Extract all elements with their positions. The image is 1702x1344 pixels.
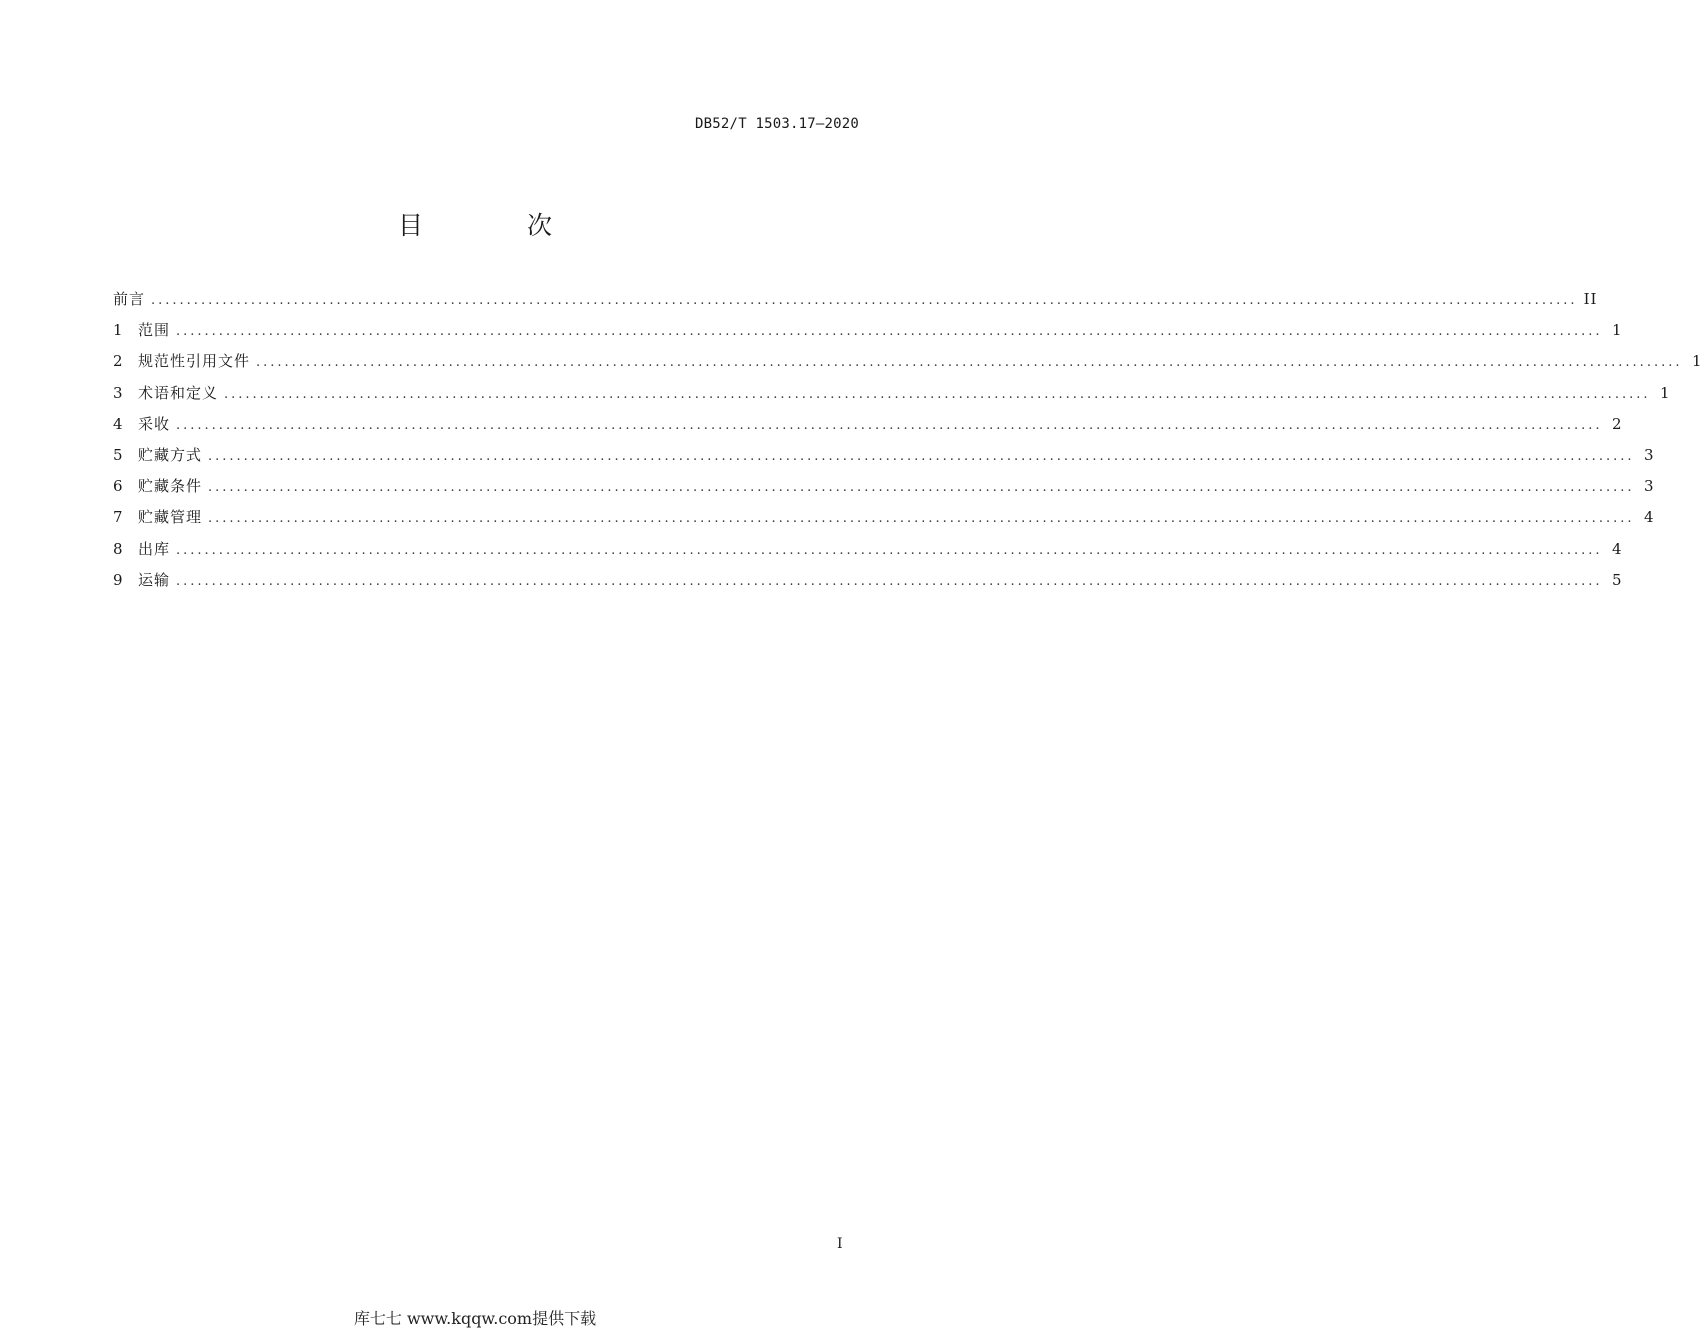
toc-entry-label: 前言 — [113, 290, 146, 308]
toc-entry-label: 规范性引用文件 — [138, 352, 251, 371]
toc-leader-dots: ........................................................................................................................................................................................................ — [176, 324, 1603, 340]
toc-entry-harvesting[interactable] — [113, 413, 1623, 444]
toc-entry-storage-conditions[interactable] — [113, 475, 1655, 506]
page-number: I — [837, 1236, 843, 1252]
toc-leader-dots: ........................................................................................................................................................................................................ — [176, 542, 1603, 558]
toc-entry-label: 贮藏方式 — [138, 445, 203, 464]
toc-entry-storage-methods[interactable] — [113, 444, 1655, 475]
toc-entry-number: 3 — [113, 383, 123, 402]
toc-entry-page: 1 — [1691, 352, 1702, 371]
toc-entry-page: 4 — [1643, 508, 1655, 527]
toc-leader-dots: ........................................................................................................................................................................................................ — [176, 417, 1603, 433]
toc-entry-page: 5 — [1611, 570, 1623, 589]
toc-leader-dots: ........................................................................................................................................................................................................ — [208, 448, 1635, 464]
toc-leader-dots: ........................................................................................................................................................................................................ — [176, 573, 1603, 589]
toc-entry-page: 2 — [1611, 414, 1623, 433]
toc-entry-outbound[interactable] — [113, 538, 1623, 569]
footer-download-note: 库七七 www.kqqw.com提供下载 — [353, 1309, 597, 1328]
toc-entry-label: 贮藏条件 — [138, 477, 203, 496]
toc-entry-number: 9 — [113, 570, 123, 589]
toc-entry-number: 7 — [113, 508, 123, 527]
toc-entry-label: 范围 — [138, 321, 171, 340]
toc-entry-page: 3 — [1643, 445, 1655, 464]
toc-entry-page: 3 — [1643, 477, 1655, 496]
toc-entry-number: 6 — [113, 477, 123, 496]
toc-leader-dots: ........................................................................................................................................................................................................ — [151, 293, 1578, 308]
toc-entry-label: 运输 — [138, 570, 171, 589]
toc-entry-scope[interactable] — [113, 319, 1623, 350]
toc-entry-page: II — [1583, 290, 1598, 308]
document-code: DB52/T 1503.17—2020 — [695, 116, 859, 132]
toc-entry-page: 1 — [1611, 321, 1623, 340]
toc-entry-label: 贮藏管理 — [138, 508, 203, 527]
toc-entry-number: 5 — [113, 445, 123, 464]
table-of-contents — [113, 288, 1702, 600]
toc-entry-terms-definitions[interactable] — [113, 382, 1671, 413]
toc-entry-label: 术语和定义 — [138, 383, 219, 402]
page-title: 目 次 — [398, 211, 600, 240]
toc-entry-storage-management[interactable] — [113, 506, 1655, 537]
toc-entry-transport[interactable] — [113, 569, 1623, 600]
toc-entry-label: 出库 — [138, 539, 171, 558]
toc-entry-label: 采收 — [138, 414, 171, 433]
toc-entry-number: 1 — [113, 321, 123, 340]
toc-leader-dots: ........................................................................................................................................................................................................ — [224, 386, 1651, 402]
toc-entry-normative-references[interactable] — [113, 350, 1702, 381]
toc-entry-number: 8 — [113, 539, 123, 558]
toc-entry-number: 2 — [113, 352, 123, 371]
toc-leader-dots: ........................................................................................................................................................................................................ — [208, 511, 1635, 527]
toc-entry-foreword[interactable] — [113, 288, 1598, 319]
toc-leader-dots: ........................................................................................................................................................................................................ — [256, 355, 1683, 371]
toc-entry-number: 4 — [113, 414, 123, 433]
toc-leader-dots: ........................................................................................................................................................................................................ — [208, 480, 1635, 496]
toc-entry-page: 1 — [1659, 383, 1671, 402]
toc-entry-page: 4 — [1611, 539, 1623, 558]
